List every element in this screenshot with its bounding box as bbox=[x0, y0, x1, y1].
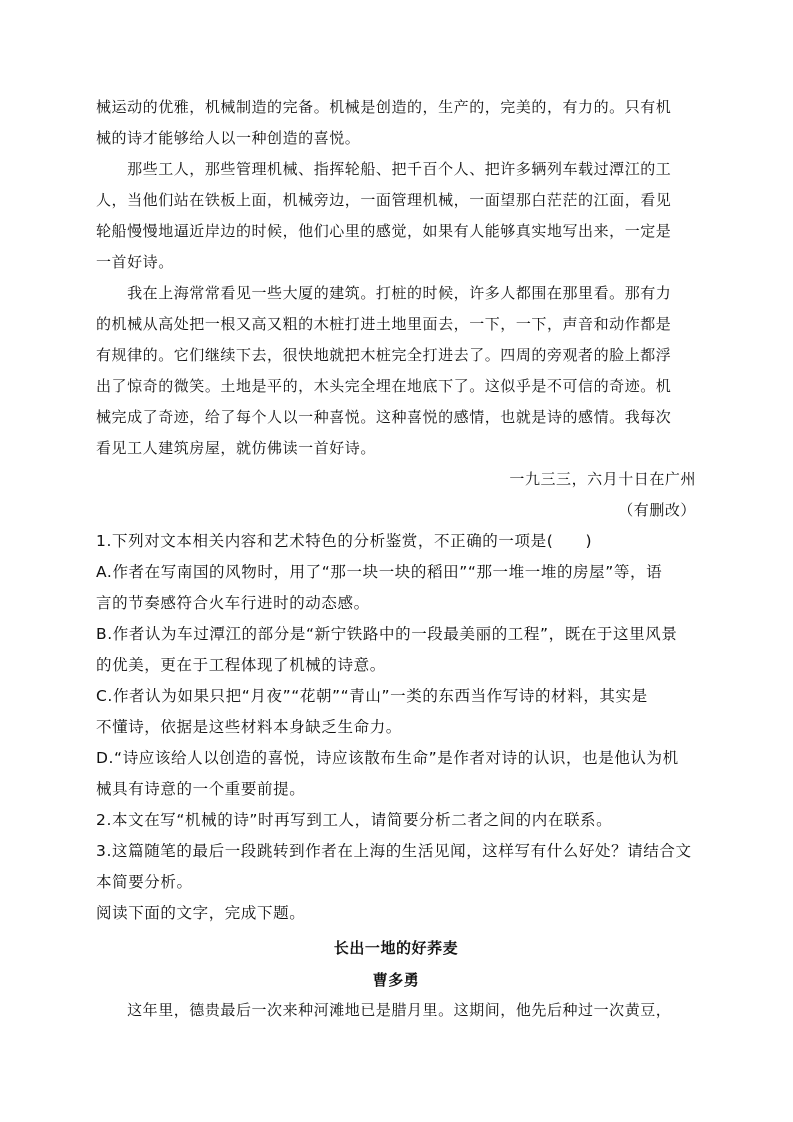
essay2-first-paragraph bbox=[96, 995, 696, 1026]
option-d-cont: 械具有诗意的一个重要前提。 bbox=[96, 780, 306, 798]
question-1: 1.下列对文本相关内容和艺术特色的分析鉴赏，不正确的一项是( ) bbox=[96, 532, 593, 550]
paragraph-machine-poetry bbox=[96, 92, 696, 154]
text-line: 一首好诗。 bbox=[96, 253, 174, 271]
question-2: 2.本文在写“机械的诗”时再写到工人，请简要分析二者之间的内在联系。 bbox=[96, 811, 613, 829]
text-line: 的机械从高处把一根又高又粗的木桩打进土地里面去，一下，一下，声音和动作都是 bbox=[96, 315, 672, 333]
option-d: D.“诗应该给人以创造的喜悦，诗应该散布生命”是作者对诗的认识，也是他认为机 bbox=[96, 749, 679, 767]
option-b-cont: 的优美，更在于工程体现了机械的诗意。 bbox=[96, 656, 386, 674]
text-line: 出了惊奇的微笑。土地是平的，木头完全埋在地底下了。这似乎是不可信的奇迹。机 bbox=[96, 377, 672, 395]
paragraph-workers bbox=[96, 154, 696, 278]
question-3: 3.这篇随笔的最后一段跳转到作者在上海的生活见闻，这样写有什么好处？请结合文 bbox=[96, 842, 692, 860]
text-line: 有规律的。它们继续下去，很快地就把木桩完全打进去了。四周的旁观者的脸上都浮 bbox=[96, 346, 672, 364]
text-line: 那些工人，那些管理机械、指挥轮船、把千百个人、把许多辆列车载过潭江的工 bbox=[96, 160, 672, 178]
essay2-author bbox=[96, 965, 696, 996]
title-text: 长出一地的好荞麦 bbox=[333, 939, 459, 957]
text-line: 人，当他们站在铁板上面，机械旁边，一面管理机械，一面望那白茫茫的江面，看见 bbox=[96, 191, 672, 209]
text-line: 看见工人建筑房屋，就仿佛读一首好诗。 bbox=[96, 439, 376, 457]
questions-section bbox=[96, 526, 696, 929]
question-3-cont: 本简要分析。 bbox=[96, 873, 193, 891]
reading-instruction: 阅读下面的文字，完成下题。 bbox=[96, 904, 306, 922]
essay-date bbox=[96, 464, 696, 495]
essay-note bbox=[96, 495, 696, 526]
text-line: 械完成了奇迹，给了每个人以一种喜悦。这种喜悦的感情，也就是诗的感情。我每次 bbox=[96, 408, 672, 426]
text-line: 我在上海常常看见一些大厦的建筑。打桩的时候，许多人都围在那里看。那有力 bbox=[96, 284, 672, 302]
paragraph-shanghai bbox=[96, 278, 696, 464]
text-line: 械运动的优雅，机械制造的完备。机械是创造的，生产的，完美的，有力的。只有机 bbox=[96, 98, 672, 116]
essay2-title bbox=[96, 933, 696, 964]
option-c: C.作者认为如果只把“月夜”“花朝”“青山”一类的东西当作写诗的材料，其实是 bbox=[96, 687, 648, 705]
text-line: 轮船慢慢地逼近岸边的时候，他们心里的感觉，如果有人能够真实地写出来，一定是 bbox=[96, 222, 672, 240]
date-text: 一九三三，六月十日在广州 bbox=[509, 470, 696, 488]
text-line: 械的诗才能够给人以一种创造的喜悦。 bbox=[96, 129, 361, 147]
text-line: 这年里，德贵最后一次来种河滩地已是腊月里。这期间，他先后种过一次黄豆， bbox=[96, 1001, 672, 1019]
option-b: B.作者认为车过潭江的部分是“新宁铁路中的一段最美丽的工程”，既在于这里风景 bbox=[96, 625, 678, 643]
author-text: 曹多勇 bbox=[372, 971, 420, 989]
option-a: A.作者在写南国的风物时，用了“那一块一块的稻田”“那一堆一堆的房屋”等，语 bbox=[96, 563, 663, 581]
note-text: （有删改） bbox=[618, 501, 696, 519]
option-a-cont: 言的节奏感符合火车行进时的动态感。 bbox=[96, 594, 370, 612]
option-c-cont: 不懂诗，依据是这些材料本身缺乏生命力。 bbox=[96, 718, 402, 736]
